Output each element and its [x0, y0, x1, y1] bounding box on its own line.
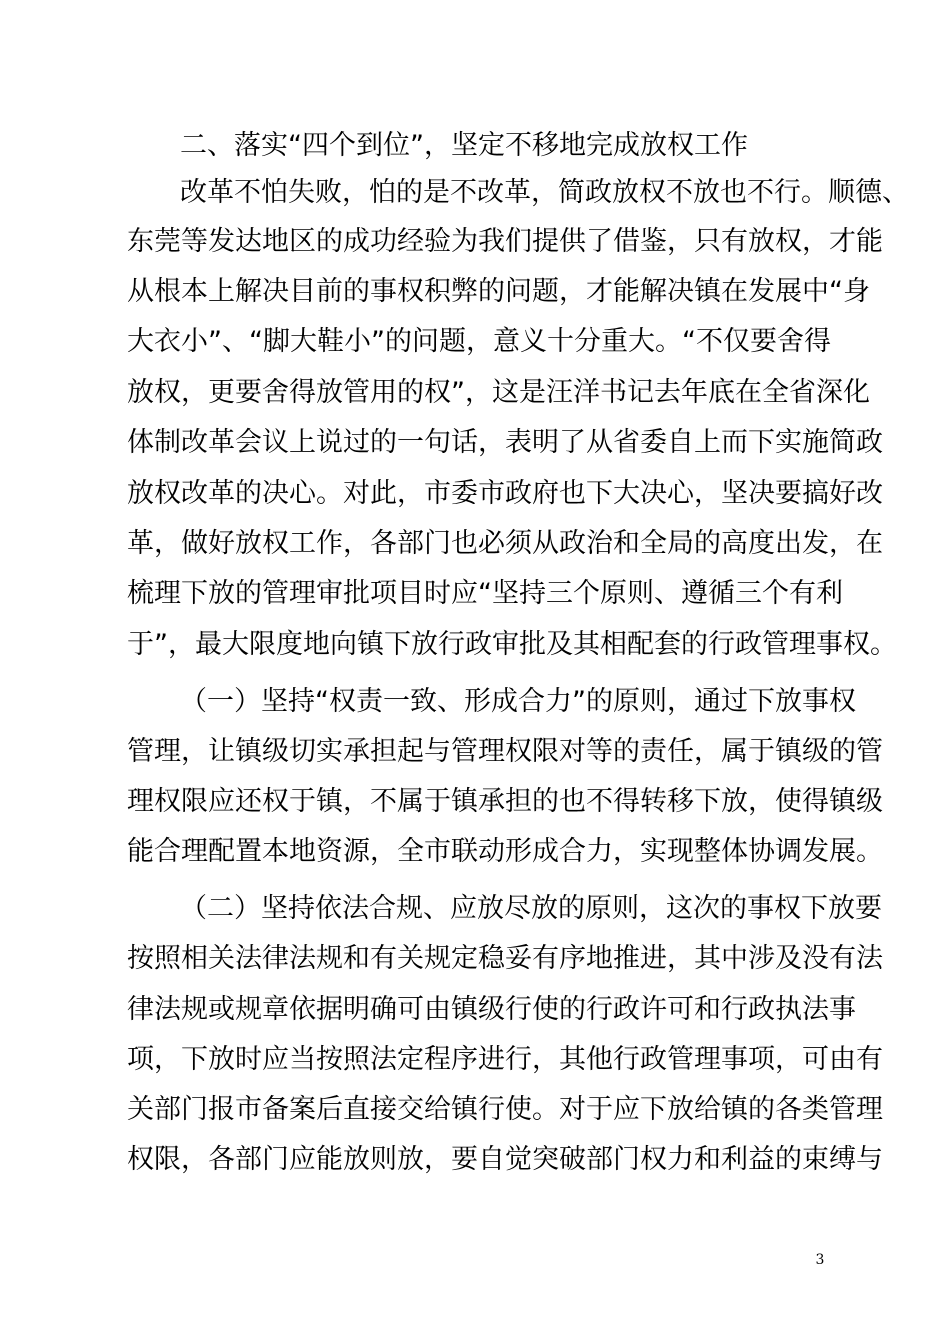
paragraph-2-line-4: 能合理配置本地资源，全市联动形成合力，实现整体协调发展。: [127, 836, 883, 867]
paragraph-1-line-6: 体制改革会议上说过的一句话，表明了从省委自上而下实施简政: [127, 427, 883, 458]
paragraph-2-line-1: （一）坚持“权责一致、形成合力”的原则，通过下放事权: [180, 686, 856, 717]
paragraph-3-line-5: 关部门报市备案后直接交给镇行使。对于应下放给镇的各类管理: [127, 1094, 883, 1125]
paragraph-3-line-4: 项，下放时应当按照法定程序进行，其他行政管理事项，可由有: [127, 1044, 883, 1075]
paragraph-1-line-1: 改革不怕失败，怕的是不改革，简政放权不放也不行。顺德、: [180, 177, 909, 208]
paragraph-3-line-6: 权限，各部门应能放则放，要自觉突破部门权力和利益的束缚与: [127, 1144, 883, 1175]
paragraph-1-line-2: 东莞等发达地区的成功经验为我们提供了借鉴，只有放权，才能: [127, 226, 883, 257]
paragraph-1-line-8: 革，做好放权工作，各部门也必须从政治和全局的高度出发，在: [127, 528, 883, 559]
paragraph-1-line-10: 于”，最大限度地向镇下放行政审批及其相配套的行政管理事权。: [127, 629, 897, 660]
paragraph-1-line-9: 梳理下放的管理审批项目时应“坚持三个原则、遵循三个有利: [127, 578, 843, 609]
paragraph-3-line-1: （二）坚持依法合规、应放尽放的原则，这次的事权下放要: [180, 893, 882, 924]
paragraph-3-line-2: 按照相关法律法规和有关规定稳妥有序地推进，其中涉及没有法: [127, 943, 883, 974]
paragraph-1-line-5: 放权，更要舍得放管用的权”，这是汪洋书记去年底在全省深化: [127, 377, 870, 408]
paragraph-2-line-3: 理权限应还权于镇，不属于镇承担的也不得转移下放，使得镇级: [127, 786, 883, 817]
section-heading: 二、落实“四个到位”，坚定不移地完成放权工作: [180, 130, 748, 161]
paragraph-3-line-3: 律法规或规章依据明确可由镇级行使的行政许可和行政执法事: [127, 994, 856, 1025]
paragraph-1-line-3: 从根本上解决目前的事权积弊的问题，才能解决镇在发展中“身: [127, 276, 870, 307]
page-number: 3: [815, 1252, 825, 1268]
paragraph-2-line-2: 管理，让镇级切实承担起与管理权限对等的责任，属于镇级的管: [127, 736, 883, 767]
paragraph-1-line-7: 放权改革的决心。对此，市委市政府也下大决心，坚决要搞好改: [127, 478, 883, 509]
paragraph-1-line-4: 大衣小”、“脚大鞋小”的问题，意义十分重大。“不仅要舍得: [127, 326, 831, 357]
